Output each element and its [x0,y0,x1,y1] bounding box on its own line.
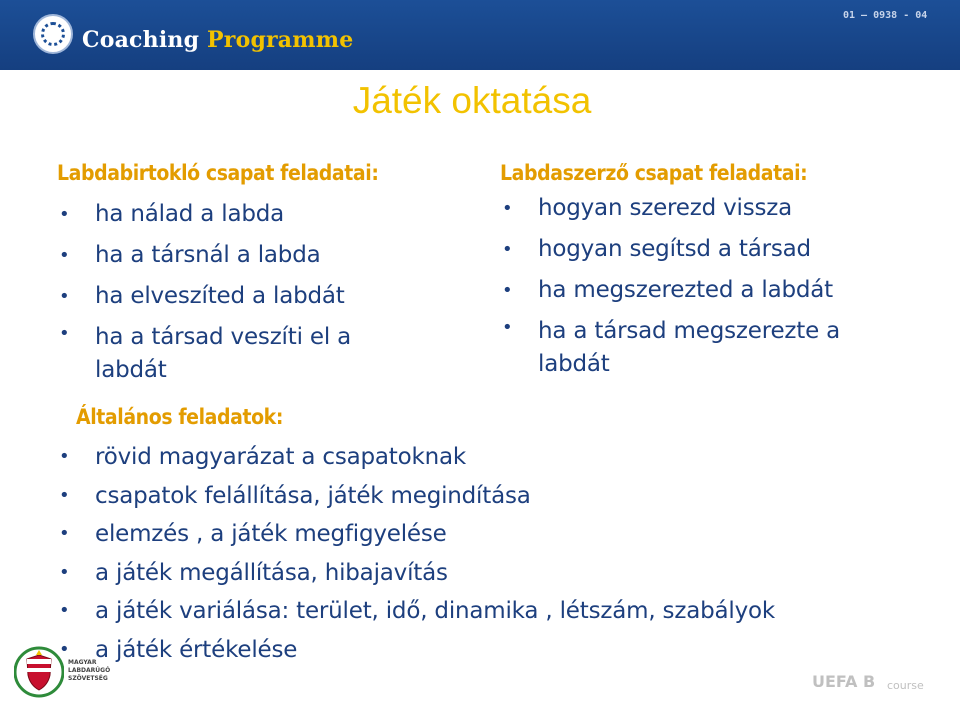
brand-title: Coaching Programme [82,27,354,53]
general-list [57,438,937,669]
right-heading: Labdaszerző csapat feladatai: [500,161,808,185]
list-item: • a játék megállítása, hibajavítás [57,554,937,593]
header-banner [0,0,960,70]
list-item: • hogyan segítsd a társad [500,229,895,270]
list-item: • hogyan szerezd vissza [500,188,895,229]
list-item: • ha nálad a labda [57,194,427,235]
mlsz-crest-icon [14,645,64,699]
list-item: • elemzés , a játék megfigyelése [57,515,937,554]
general-heading: Általános feladatok: [76,405,283,429]
right-list [500,188,895,385]
list-item: • rövid magyarázat a csapatoknak [57,438,937,477]
list-item: • ha megszerezted a labdát [500,270,895,311]
list-item: • a játék értékelése [57,631,937,670]
left-heading: Labdabirtokló csapat feladatai: [57,161,379,185]
mlsz-text: MAGYAR LABDARÚGÓ SZÖVETSÉG [68,659,111,682]
uefa-b-label: UEFA B [812,672,876,691]
uefa-logo-icon [33,14,73,54]
list-item: • ha elveszíted a labdát [57,276,427,317]
list-item: • ha a társad megszerezte a labdát [500,311,895,385]
left-list [57,194,427,391]
document-code: 01 – 0938 - 04 [843,10,928,21]
list-item: • ha a társnál a labda [57,235,427,276]
course-label: course [887,679,924,692]
slide-title: Játék oktatása [352,80,592,121]
list-item: • a játék variálása: terület, idő, dinamika , létszám, szabályok [57,592,937,631]
list-item: • csapatok felállítása, játék megindítása [57,477,937,516]
list-item: • ha a társad veszíti el a labdát [57,317,427,391]
